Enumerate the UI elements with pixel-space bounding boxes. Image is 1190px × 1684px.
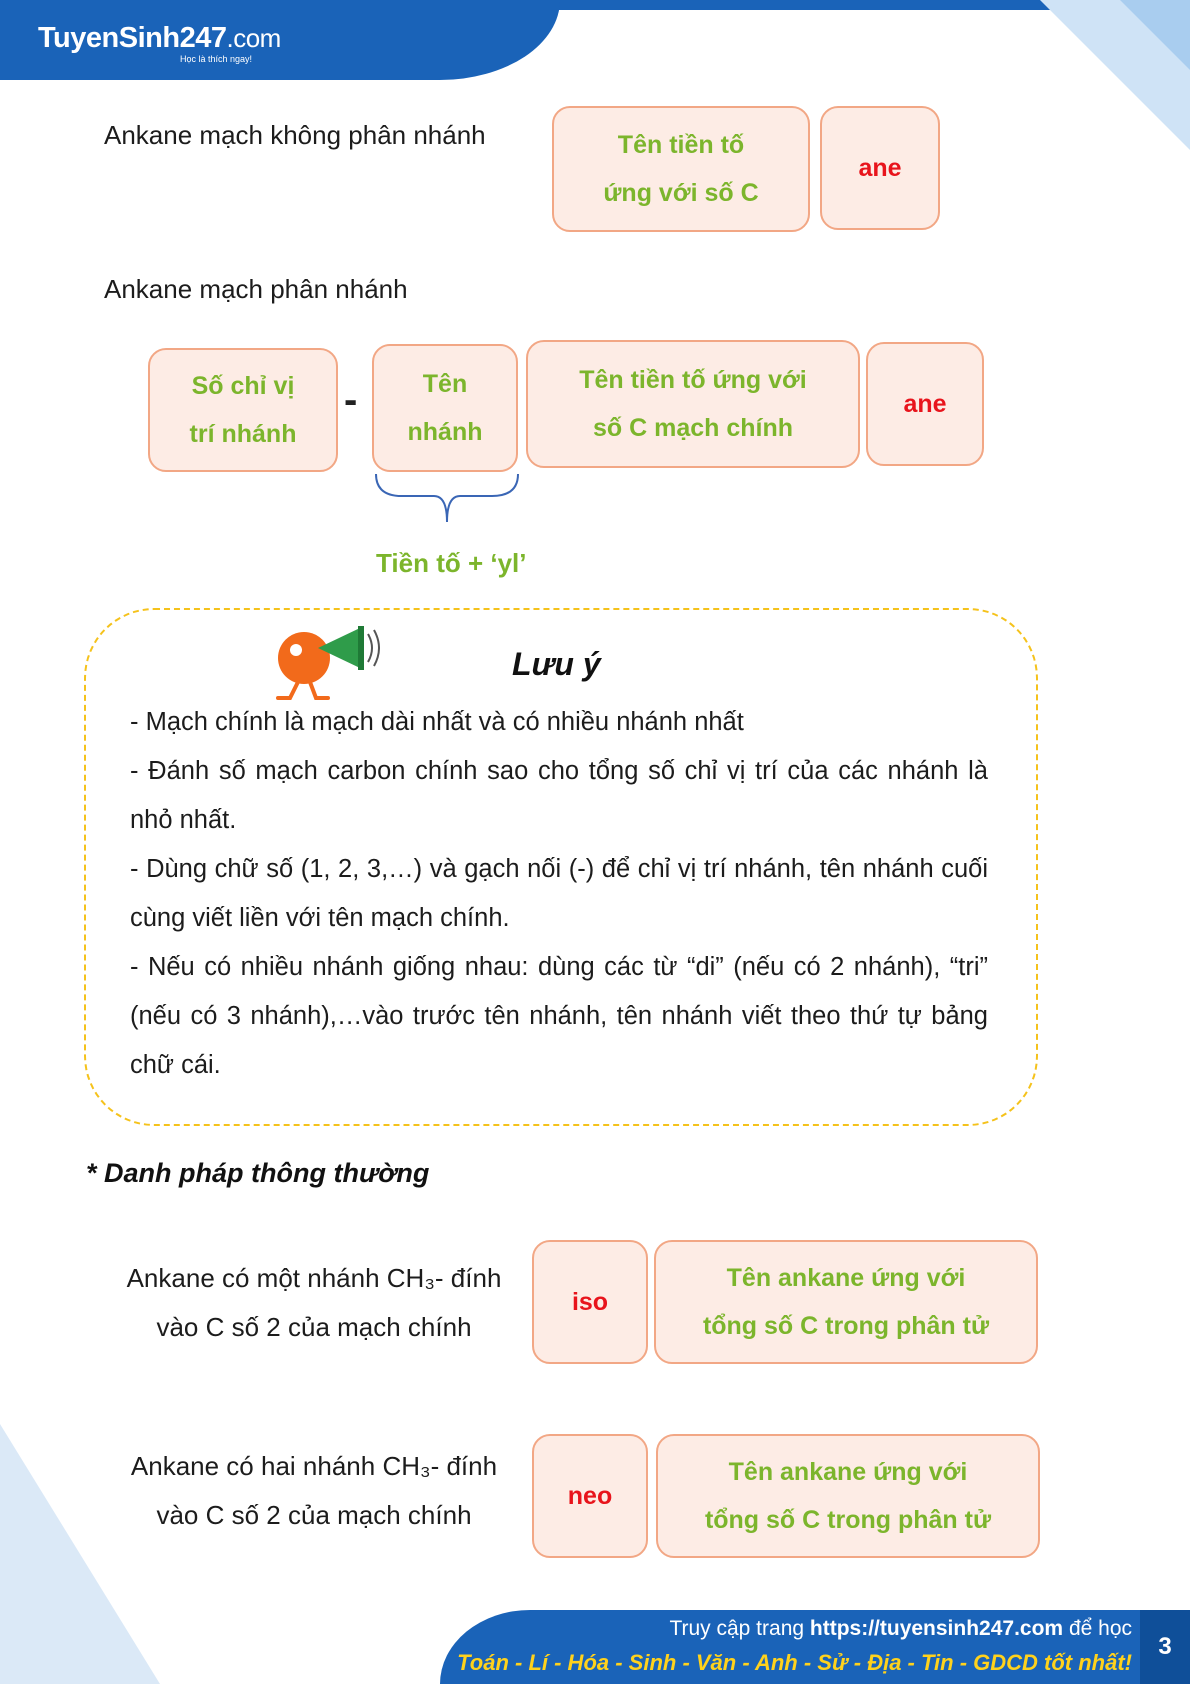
neo-prefix-box: [532, 1434, 648, 1558]
iso-prefix-box: [532, 1240, 648, 1364]
footer-subjects: Toán - Lí - Hóa - Sinh - Văn - Anh - Sử - Địa - Tin - GDCD tốt nhất!: [457, 1650, 1132, 1675]
neo-alkane-name-box: [656, 1434, 1040, 1558]
ane-suffix-box: [820, 106, 940, 230]
brace-note: Tiền tố + ‘yl’: [376, 548, 527, 578]
note-title: Lưu ý: [512, 646, 601, 682]
prefix-by-carbon-box: [552, 106, 810, 232]
curly-brace-icon: [372, 472, 522, 528]
box-line: ứng với số C: [603, 179, 759, 207]
box-line: tổng số C trong phân tử: [704, 1506, 992, 1534]
note-line: - Đánh số mạch carbon chính sao cho tổng số chỉ vị trí của các nhánh là nhỏ nhất.: [130, 757, 988, 834]
main-chain-prefix-box: [526, 340, 860, 468]
box-line: Tên: [422, 370, 468, 398]
note-body: [130, 698, 988, 1090]
footer-visit-suffix: để học: [1063, 1617, 1132, 1640]
note-line: - Mạch chính là mạch dài nhất và có nhiều nhánh nhất: [130, 708, 744, 736]
box-line: ane: [903, 390, 947, 418]
box-line: iso: [571, 1288, 609, 1316]
logo-domain: .com: [226, 23, 281, 53]
note-line: - Nếu có nhiều nhánh giống nhau: dùng các từ “di” (nếu có 2 nhánh), “tri” (nếu có 3 nhánh),…vào trước tên nhánh, tên nhánh viết theo thứ tự bảng chữ cái.: [130, 953, 988, 1079]
page-number: 3: [1140, 1610, 1190, 1684]
box-line: ane: [858, 154, 902, 182]
site-logo[interactable]: [38, 22, 281, 55]
box-line: tổng số C trong phân tử: [702, 1312, 990, 1340]
corner-decoration-inner: [1120, 0, 1190, 70]
section-title: * Danh pháp thông thường: [86, 1158, 430, 1188]
box-line: Tên tiền tố ứng với: [579, 366, 807, 394]
iso-label-line: vào C số 2 của mạch chính: [156, 1312, 472, 1342]
box-line: Tên ankane ứng với: [726, 1264, 966, 1292]
box-line: nhánh: [407, 418, 483, 446]
logo-tagline: Học là thích ngay!: [180, 54, 253, 64]
corner-decoration-bottom: [0, 1424, 160, 1684]
iso-alkane-name-box: [654, 1240, 1038, 1364]
neo-label-line: Ankane có hai nhánh CH₃- đính: [130, 1451, 498, 1481]
branched-chain-label: Ankane mạch phân nhánh: [104, 274, 408, 304]
box-line: Tên tiền tố: [617, 131, 745, 159]
box-line: Tên ankane ứng với: [728, 1458, 968, 1486]
iso-label-line: Ankane có một nhánh CH₃- đính: [126, 1263, 502, 1293]
neo-description: [104, 1442, 524, 1540]
branch-position-box: [148, 348, 338, 472]
box-line: Số chỉ vị: [191, 372, 295, 400]
branch-name-box: [372, 344, 518, 472]
footer-visit-text: [669, 1617, 1132, 1641]
logo-main: TuyenSinh247: [38, 22, 227, 54]
hyphen-separator: -: [344, 378, 358, 422]
iso-description: [104, 1254, 524, 1352]
footer-url-link[interactable]: https://tuyensinh247.com: [809, 1617, 1064, 1640]
box-line: neo: [567, 1482, 613, 1510]
note-line: - Dùng chữ số (1, 2, 3,…) và gạch nối (-) để chỉ vị trí nhánh, tên nhánh cuối cùng viết liền với tên mạch chính.: [130, 855, 988, 932]
ane-suffix-box-branched: [866, 342, 984, 466]
box-line: số C mạch chính: [592, 414, 794, 442]
straight-chain-label: Ankane mạch không phân nhánh: [104, 120, 486, 150]
megaphone-mascot-icon: [270, 614, 380, 704]
neo-label-line: vào C số 2 của mạch chính: [156, 1500, 472, 1530]
footer-visit-prefix: Truy cập trang: [669, 1617, 810, 1640]
box-line: trí nhánh: [189, 420, 297, 448]
